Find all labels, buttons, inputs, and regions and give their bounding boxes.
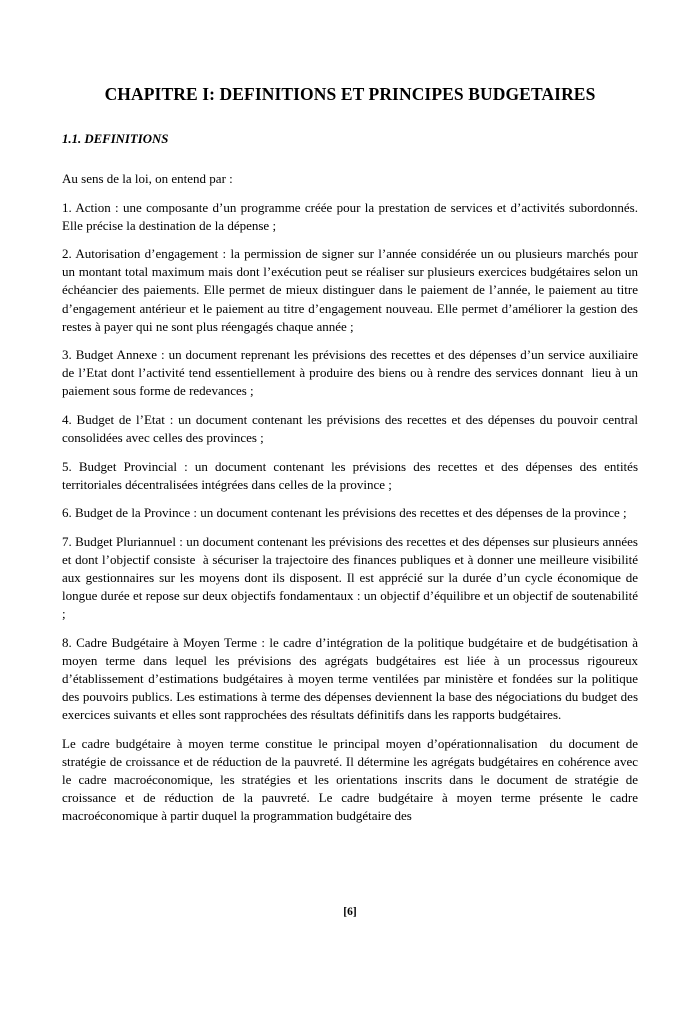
definition-item-3: 3. Budget Annexe : un document reprenant les prévisions des recettes et des dépenses d’un service auxiliaire de l’Etat dont l’activité tend essentiellement à produire des biens ou à rendre des services donnant lieu à un paiement sous forme de redevances ;	[62, 347, 642, 399]
definition-item-7: 7. Budget Pluriannuel : un document contenant les prévisions des recettes et des dépenses sur plusieurs années et dont l’objectif consiste à sécuriser la trajectoire des finances publiques et à donner une meilleure visibilité aux gestionnaires sur les moyens dont ils disposent. Il est apprécié sur la durée d’un cycle économique de longue durée et repose sur deux objectifs fondamentaux : un objectif d’équilibre et un objectif de soutenabilité ;	[62, 534, 642, 622]
page-title: CHAPITRE I: DEFINITIONS ET PRINCIPES BUDGETAIRES	[104, 84, 596, 104]
definition-item-1: 1. Action : une composante d’un programme créée pour la prestation de services et d’activités subordonnés. Elle précise la destination de la dépense ;	[62, 199, 642, 233]
page-number-footer: [6]	[343, 906, 357, 918]
page-content	[62, 0, 642, 825]
definition-item-5: 5. Budget Provincial : un document contenant les prévisions des recettes et des dépenses des entités territoriales décentralisées intégrées dans celles de la province ;	[62, 458, 642, 492]
definition-item-4: 4. Budget de l’Etat : un document contenant les prévisions des recettes et des dépenses du pouvoir central consolidées avec celles des provinces ;	[62, 412, 642, 446]
definition-item-2: 2. Autorisation d’engagement : la permission de signer sur l’année considérée un ou plusieurs marchés pour un montant total maximum mais dont l’exécution peut se réaliser sur plusieurs exercices budgétaires selon un échéancier des paiements. Elle permet de mieux distinguer dans le paiement de l’année, le paiement au titre d’engagement antérieur et le paiement au titre d’engagement nouveau. Elle permet d’améliorer la gestion des restes à payer qui ne sont plus réengagés chaque année ;	[62, 246, 642, 334]
section-heading-definitions: 1.1. DEFINITIONS	[62, 132, 169, 146]
definition-item-6: 6. Budget de la Province : un document contenant les prévisions des recettes et des dépenses de la province ;	[62, 505, 627, 521]
intro-paragraph: Au sens de la loi, on entend par :	[62, 171, 233, 186]
closing-paragraph: Le cadre budgétaire à moyen terme constitue le principal moyen d’opérationnalisation du document de stratégie de croissance et de réduction de la pauvreté. Il détermine les agrégats budgétaires en cohérence avec le cadre macroéconomique, les stratégies et les orientations inscrits dans le document de stratégie de croissance et de réduction de la pauvreté. Le cadre budgétaire à moyen terme présente le cadre macroéconomique à partir duquel la programmation budgétaire des	[62, 735, 642, 824]
definition-item-8: 8. Cadre Budgétaire à Moyen Terme : le cadre d’intégration de la politique budgétaire et de budgétisation à moyen terme dans lequel les prévisions des agrégats budgétaires est liée à un processus rigoureux d’établissement d’estimations budgétaires à moyen terme ventilées par ministère et fondées sur la politique des pouvoirs publics. Les estimations à terme des dépenses deviennent la base des négociations du budget des exercices suivants et elles sont rapprochées des résultats définitifs dans les rapports budgétaires.	[62, 634, 642, 723]
